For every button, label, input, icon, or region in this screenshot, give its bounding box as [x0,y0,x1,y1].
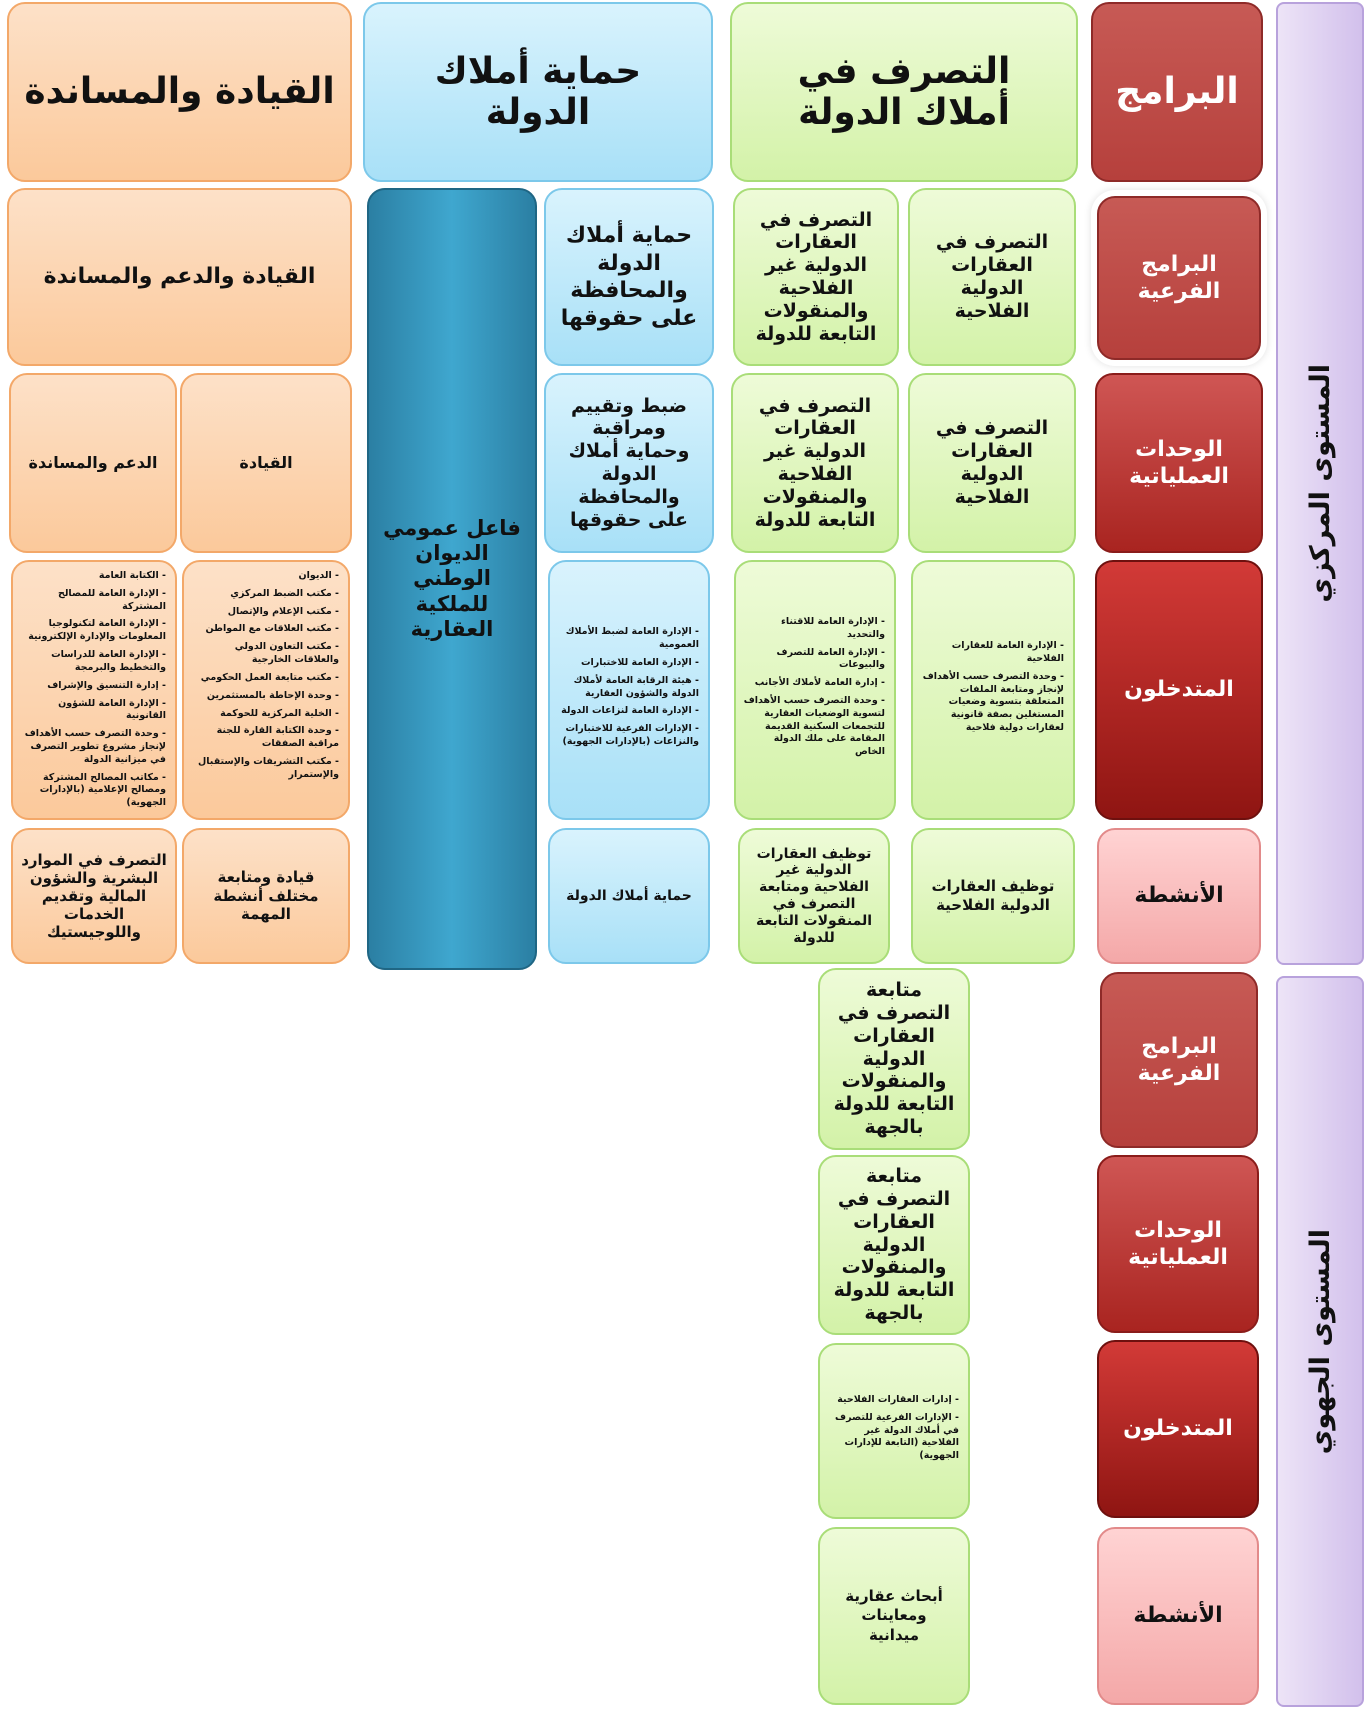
regional-row-label-subprograms-text: البرامج الفرعية [1137,1033,1221,1086]
unit-non-agricultural-text: التصرف في العقارات الدولية غير الفلاحية والمنقولات التابعة للدولة [754,394,876,531]
list-item: - وحدة الإحاطة بالمستثمرين [190,690,339,703]
actors-leadership-list [190,570,339,787]
list-item: - الإدارة العامة للعقارات الفلاحية [919,640,1064,666]
regional-activity [818,1527,970,1705]
list-item: - الإدارة العامة للشؤون القانونية [19,698,166,724]
activity-support [11,828,177,964]
list-item: - الكتابة العامة [19,570,166,583]
subprogram-non-agricultural [733,188,899,366]
level-regional-label: المستوى الجهوي [1304,1228,1336,1455]
unit-leadership-text: القيادة [239,453,293,472]
actors-leadership [182,560,350,820]
actors-protection [548,560,710,820]
row-label-subprograms [1097,196,1261,360]
unit-leadership [180,373,352,553]
header-disposal-label: التصرف في أملاك الدولة [797,50,1011,133]
regional-row-label-subprograms [1100,972,1258,1148]
actors-agricultural-list [919,640,1064,740]
unit-agricultural [908,373,1076,553]
activity-support-text: التصرف في الموارد البشرية والشؤون المالية وتقديم الخدمات واللوجيستيك [21,851,167,941]
list-item: - الإدارات الفرعية للاختبارات والنزاعات (بالإدارات الجهوية) [556,723,699,749]
list-item: - الإدارة العامة لتكنولوجيا المعلومات والإدارة الإلكترونية [19,618,166,644]
public-actor [367,188,537,970]
regional-row-label-actors-text: المتدخلون [1123,1416,1233,1442]
level-central-label: المستوى المركزي [1304,364,1336,603]
activity-protection-text: حماية أملاك الدولة [566,888,692,904]
list-item: - الإدارة العامة لنزاعات الدولة [556,705,699,718]
header-disposal [730,2,1078,182]
list-item: - الخلية المركزية للحوكمة [190,708,339,721]
actors-protection-list [556,626,699,754]
subprogram-non-agricultural-text: التصرف في العقارات الدولية غير الفلاحية والمنقولات التابعة للدولة [755,208,877,345]
regional-activity-text: أبحاث عقارية ومعاينات ميدانية [845,1586,943,1644]
subprogram-protection [544,188,714,366]
list-item: - مكتب الضبط المركزي [190,588,339,601]
header-protection [363,2,713,182]
list-item: - إدارة التنسيق والإشراف [19,680,166,693]
list-item: - الإدارة العامة للتصرف والبيوعات [742,647,885,673]
header-leadership [7,2,352,182]
list-item: - مكتب متابعة العمل الحكومي [190,672,339,685]
list-item: - الإدارة العامة للاقتناء والتحديد [742,616,885,642]
activity-protection [548,828,710,964]
regional-unit-text: متابعة التصرف في العقارات الدولية والمنقولات التابعة للدولة بالجهة [833,1165,955,1324]
regional-subprogram-text: متابعة التصرف في العقارات الدولية والمنقولات التابعة للدولة بالجهة [833,979,955,1138]
unit-protection [544,373,714,553]
header-leadership-label: القيادة والمساندة [24,71,335,113]
regional-row-label-activities [1097,1527,1259,1705]
regional-unit [818,1155,970,1335]
row-label-activities [1097,828,1261,964]
regional-row-label-units [1097,1155,1259,1333]
subprogram-leadership-text: القيادة والدعم والمساندة [43,264,316,290]
subprogram-leadership [7,188,352,366]
unit-agricultural-text: التصرف في العقارات الدولية الفلاحية [935,417,1049,508]
list-item: - إدارة العامة لأملاك الأجانب [742,677,885,690]
header-programs [1091,2,1263,182]
subprogram-agricultural-text: التصرف في العقارات الدولية الفلاحية [935,231,1049,322]
list-item: - مكتب العلاقات مع المواطن [190,623,339,636]
list-item: - الإدارات الفرعية للتصرف في أملاك الدولة غير الفلاحية (التابعة للإدارات الجهوية) [826,1412,959,1463]
regional-subprogram [818,968,970,1150]
list-item: - الإدارة العامة للاختبارات [556,657,699,670]
list-item: - وحدة التصرف حسب الأهداف لإنجاز مشروع تطوير التصرف في ميزانية الدولة [19,728,166,766]
activity-non-agricultural-text: توظيف العقارات الدولية غير الفلاحية ومتابعة التصرف في المنقولات التابعة للدولة [755,845,873,946]
list-item: - هيئة الرقابة العامة لأملاك الدولة والشؤون العقارية [556,675,699,701]
list-item: - وحدة التصرف حسب الأهداف لتسوية الوضعيات العقارية للتجمعات السكنية القديمة المقامة على ملك الدولة الخاص [742,695,885,759]
subprogram-protection-text: حماية أملاك الدولة والمحافظة على حقوقها [560,223,698,331]
list-item: - مكاتب المصالح المشتركة ومصالح الإعلامية (بالإدارات الجهوية) [19,772,166,810]
unit-support-text: الدعم والمساندة [28,453,158,472]
list-item: - إدارات العقارات الفلاحية [826,1394,959,1407]
list-item: - الإدارة العامة لضبط الأملاك العمومية [556,626,699,652]
activity-non-agricultural [738,828,890,964]
list-item: - الإدارة العامة للمصالح المشتركة [19,588,166,614]
regional-actors-list [826,1394,959,1468]
header-protection-label: حماية أملاك الدولة [434,50,642,133]
header-programs-label: البرامج [1115,71,1239,113]
row-label-subprograms-text: البرامج الفرعية [1137,251,1221,304]
public-actor-text: فاعل عمومي الديوان الوطني للملكية العقارية [383,516,521,641]
row-label-units [1095,373,1263,553]
regional-row-label-actors [1097,1340,1259,1518]
list-item: - الديوان [190,570,339,583]
actors-agricultural [911,560,1075,820]
regional-actors [818,1343,970,1519]
actors-support-list [19,570,166,815]
activity-agricultural [911,828,1075,964]
unit-non-agricultural [731,373,899,553]
activity-leadership-text: قيادة ومتابعة مختلف أنشطة المهمة [213,867,319,924]
regional-row-label-units-text: الوحدات العملياتية [1128,1217,1228,1270]
regional-row-label-activities-text: الأنشطة [1133,1603,1223,1629]
list-item: - مكتب التشريفات والإستقبال والإستمرار [190,756,339,782]
actors-support [11,560,177,820]
activity-agricultural-text: توظيف العقارات الدولية الفلاحية [931,877,1055,914]
list-item: - مكتب التعاون الدولي والعلاقات الخارجية [190,641,339,667]
subprogram-agricultural [908,188,1076,366]
activity-leadership [182,828,350,964]
actors-non-agricultural [734,560,896,820]
row-label-units-text: الوحدات العملياتية [1129,436,1229,489]
row-label-actors-text: المتدخلون [1124,677,1234,703]
level-central [1276,2,1364,965]
unit-protection-text: ضبط وتقييم ومراقبة وحماية أملاك الدولة والمحافظة على حقوقها [568,394,690,531]
unit-support [9,373,177,553]
list-item: - وحدة الكتابة القارة للجنة مراقبة الصفقات [190,725,339,751]
actors-non-agricultural-list [742,616,885,764]
row-label-actors [1095,560,1263,820]
list-item: - مكتب الإعلام والإتصال [190,606,339,619]
list-item: - الإدارة العامة للدراسات والتخطيط والبرمجة [19,649,166,675]
list-item: - وحدة التصرف حسب الأهداف لإنجاز ومتابعة الملفات المتعلقة بتسوية وضعيات المستغلين بصفة قانونية لعقارات دولية فلاحية [919,671,1064,735]
row-label-activities-text: الأنشطة [1134,883,1224,909]
level-regional [1276,976,1364,1707]
